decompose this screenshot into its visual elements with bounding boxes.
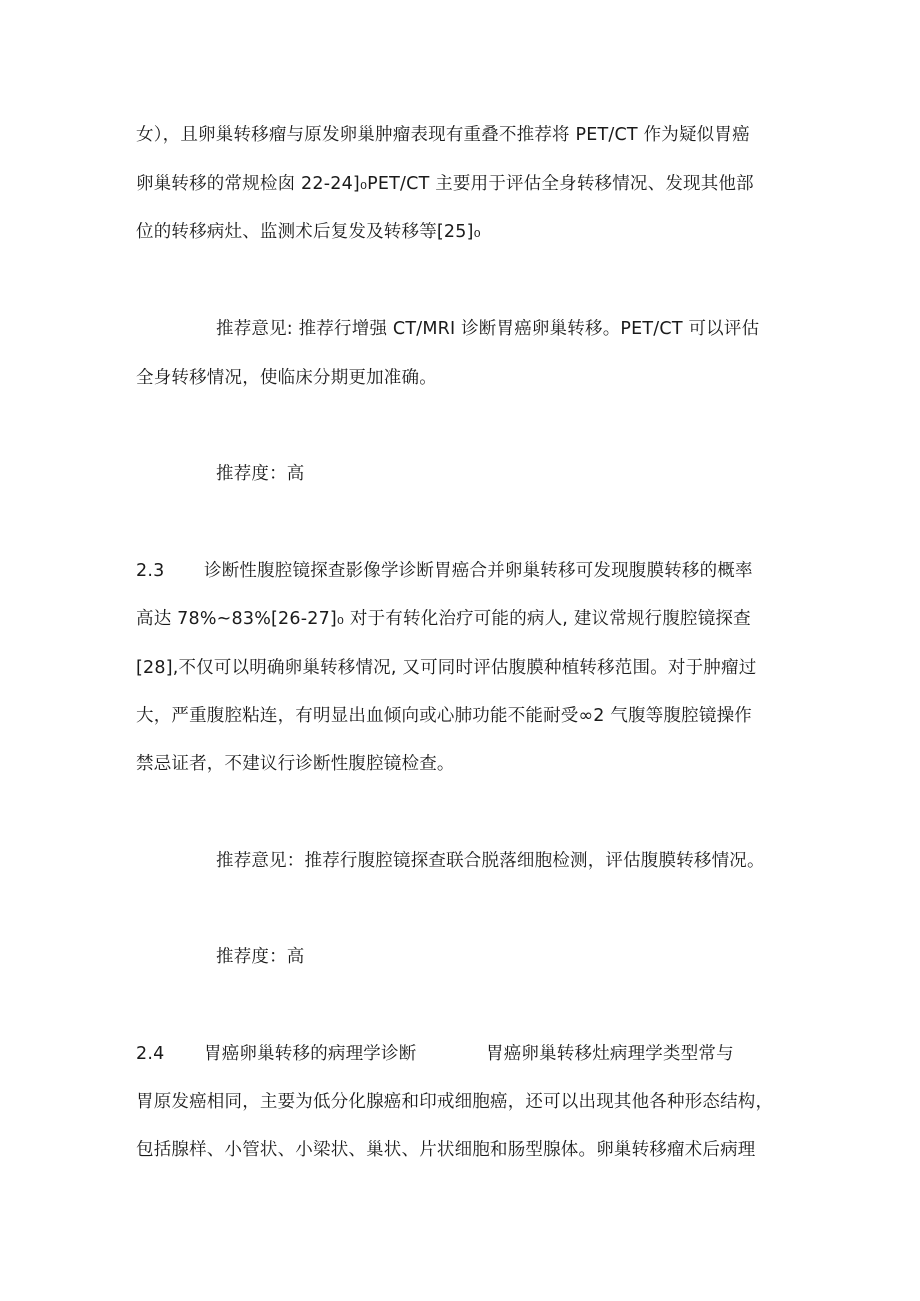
section-text: 诊断性腹腔镜探查影像学诊断胃癌合并卵巢转移可发现腹膜转移的概率 <box>204 561 753 581</box>
recommendation-line: 推荐意见：推荐行腹腔镜探查联合脱落细胞检测，评估腹膜转移情况。 <box>216 851 765 871</box>
paragraph-line: 大，严重腹腔粘连，有明显出血倾向或心肺功能不能耐受∞2 气腹等腹腔镜操作 <box>136 706 752 726</box>
section-number: 2.4 <box>136 1044 165 1064</box>
paragraph-line: 包括腺样、小管状、小梁状、巢状、片状细胞和肠型腺体。卵巢转移瘤术后病理 <box>136 1140 756 1160</box>
section-text: 胃癌卵巢转移灶病理学类型常与 <box>486 1044 734 1064</box>
paragraph-line: 禁忌证者，不建议行诊断性腹腔镜检查。 <box>136 754 455 774</box>
paragraph-line: 胃原发癌相同，主要为低分化腺癌和印戒细胞癌，还可以出现其他各种形态结构， <box>136 1092 774 1112</box>
section-number: 2.3 <box>136 561 165 581</box>
section-title: 胃癌卵巢转移的病理学诊断 <box>204 1044 417 1064</box>
recommendation-line: 全身转移情况，使临床分期更加准确。 <box>136 368 437 388</box>
paragraph-line: 女），且卵巢转移瘤与原发卵巢肿瘤表现有重叠不推荐将 PET/CT 作为疑似胃癌 <box>136 125 750 145</box>
paragraph-line: 卵巢转移的常规检囱 22-24]₀PET/CT 主要用于评估全身转移情况、发现其他部 <box>136 174 754 194</box>
paragraph-line: 高达 78%~83%[26-27]₀ 对于有转化治疗可能的病人, 建议常规行腹腔镜探查 <box>136 609 751 629</box>
paragraph-line: 位的转移病灶、监测术后复发及转移等[25]₀ <box>136 222 481 242</box>
recommendation-grade: 推荐度：高 <box>216 464 305 484</box>
recommendation-grade: 推荐度：高 <box>216 947 305 967</box>
recommendation-line: 推荐意见: 推荐行增强 CT/MRI 诊断胃癌卵巢转移。PET/CT 可以评估 <box>216 319 760 339</box>
paragraph-line: [28],不仅可以明确卵巢转移情况, 又可同时评估腹膜种植转移范围。对于肿瘤过 <box>136 658 757 678</box>
